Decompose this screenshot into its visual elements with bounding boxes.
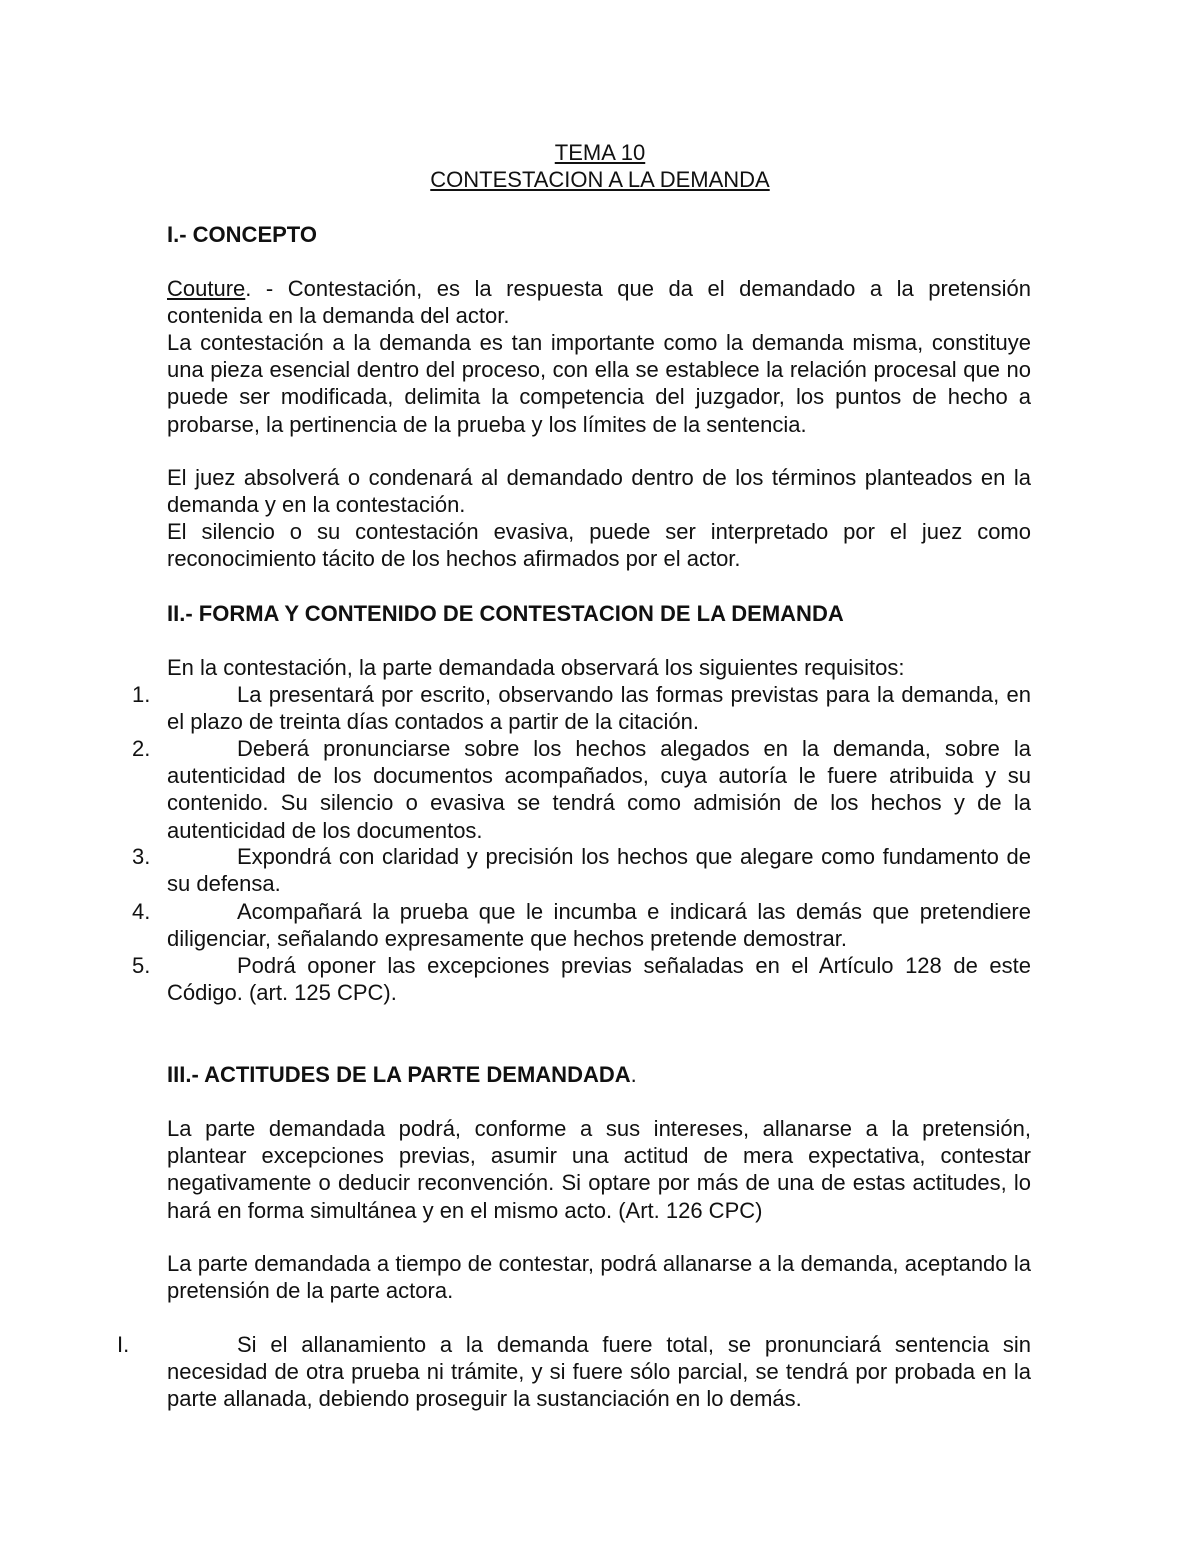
list-item-number: I. — [117, 1332, 130, 1357]
section-heading-actitudes — [167, 1061, 637, 1088]
paragraph-silencio: El silencio o su contestación evasiva, puede ser interpretado por el juez como reconocimiento tácito de los hechos afirmados por el actor. — [167, 519, 1031, 572]
paragraph-importancia: La contestación a la demanda es tan importante como la demanda misma, constituye una pieza esencial dentro del proceso, con ella se establece la relación procesal que no puede ser modificada, delimita la competencia del juzgador, los puntos de hecho a probarse, la pertinencia de la prueba y los límites de la sentencia. — [167, 330, 1031, 437]
list-item-number: 5. — [132, 953, 151, 978]
paragraph-requisitos-intro: En la contestación, la parte demandada observará los siguientes requisitos: — [167, 655, 905, 680]
list-item — [132, 952, 1031, 1006]
list-item — [132, 681, 1031, 735]
paragraph-couture-text: . - Contestación, es la respuesta que da el demandado a la pretensión contenida en la demanda del actor. — [167, 276, 1031, 329]
list-item-number: 3. — [132, 844, 151, 869]
section-heading-actitudes-text: III.- ACTITUDES DE LA PARTE DEMANDADA — [167, 1062, 631, 1087]
paragraph-juez: El juez absolverá o condenará al demandado dentro de los términos planteados en la demanda y en la contestación. — [167, 465, 1031, 518]
list-item-text: Acompañará la prueba que le incumba e indicará las demás que pretendiere diligenciar, señalando expresamente que hechos pretende demostrar. — [167, 899, 1031, 952]
list-item-text: La presentará por escrito, observando las formas previstas para la demanda, en el plazo de treinta días contados a partir de la citación. — [167, 682, 1031, 735]
list-item-text: Expondrá con claridad y precisión los hechos que alegare como fundamento de su defensa. — [167, 844, 1031, 897]
list-item — [132, 898, 1031, 952]
section-heading-actitudes-suffix: . — [630, 1062, 637, 1087]
list-item-text: Deberá pronunciarse sobre los hechos alegados en la demanda, sobre la autenticidad de los documentos acompañados, cuya autoría le fuere atribuida y su contenido. Su silencio o evasiva se tendrá como admisión de los hechos y de la autenticidad de los documentos. — [167, 736, 1031, 843]
list-item — [117, 1331, 1031, 1413]
section-heading-forma: II.- FORMA Y CONTENIDO DE CONTESTACION DE LA DEMANDA — [167, 601, 844, 626]
document-title-line2: CONTESTACION A LA DEMANDA — [430, 167, 770, 192]
list-item-number: 1. — [132, 682, 151, 707]
list-item-number: 4. — [132, 899, 151, 924]
author-name: Couture — [167, 276, 246, 301]
section-heading-concepto: I.- CONCEPTO — [167, 222, 317, 247]
list-item-text: Podrá oponer las excepciones previas señaladas en el Artículo 128 de este Código. (art. 125 CPC). — [167, 953, 1031, 1006]
document-title-line1: TEMA 10 — [554, 140, 646, 165]
paragraph-actitudes: La parte demandada podrá, conforme a sus intereses, allanarse a la pretensión, plantear excepciones previas, asumir una actitud de mera expectativa, contestar negativamente o deducir reconvención. Si optare por más de una de estas actitudes, lo hará en forma simultánea y en el mismo acto. (Art. 126 CPC) — [167, 1116, 1031, 1223]
list-item-number: 2. — [132, 736, 151, 761]
paragraph-couture — [167, 275, 1031, 329]
list-item — [132, 843, 1031, 897]
list-item-text: Si el allanamiento a la demanda fuere total, se pronunciará sentencia sin necesidad de otra prueba ni trámite, y si fuere sólo parcial, se tendrá por probada en la parte allanada, debiendo proseguir la sustanciación en lo demás. — [167, 1332, 1031, 1412]
list-item — [132, 735, 1031, 844]
paragraph-allanamiento: La parte demandada a tiempo de contestar, podrá allanarse a la demanda, aceptando la pretensión de la parte actora. — [167, 1251, 1031, 1304]
